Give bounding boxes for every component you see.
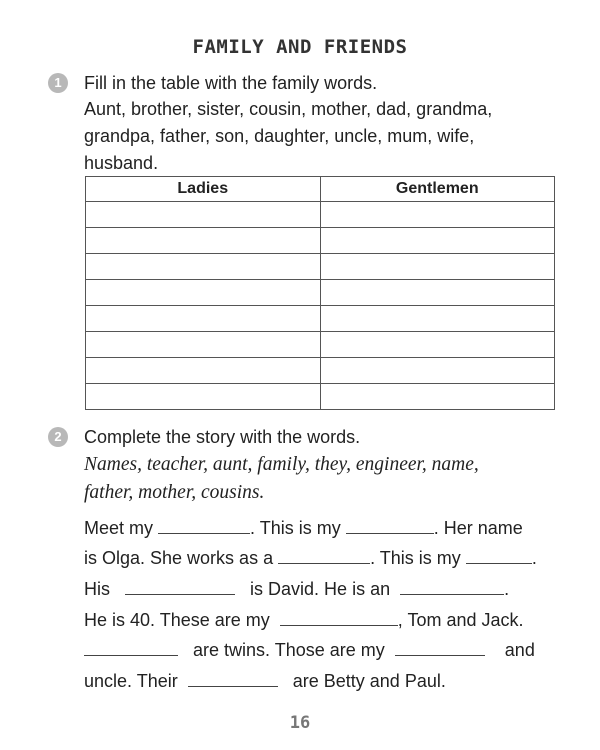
story-line-2 bbox=[84, 545, 537, 569]
answer-blank[interactable] bbox=[346, 515, 434, 534]
column-header-ladies: Ladies bbox=[86, 177, 321, 202]
story-text: is Olga. She works as a bbox=[84, 548, 274, 568]
story-line-3 bbox=[84, 576, 509, 600]
story-line-5 bbox=[84, 637, 535, 661]
story-text: His bbox=[84, 579, 110, 599]
family-words-table bbox=[85, 176, 555, 410]
table-cell[interactable] bbox=[86, 254, 321, 280]
table-row bbox=[86, 332, 555, 358]
table-row bbox=[86, 202, 555, 228]
table-cell[interactable] bbox=[86, 306, 321, 332]
table-cell[interactable] bbox=[320, 254, 555, 280]
exercise-2-instruction: Complete the story with the words. bbox=[84, 427, 361, 447]
answer-blank[interactable] bbox=[280, 607, 398, 626]
table-cell[interactable] bbox=[86, 384, 321, 410]
table-cell[interactable] bbox=[320, 228, 555, 254]
table-cell[interactable] bbox=[86, 332, 321, 358]
story-line-4 bbox=[84, 607, 524, 631]
answer-blank[interactable] bbox=[466, 545, 532, 564]
story-text: are Betty and Paul. bbox=[292, 671, 446, 691]
story-text: . bbox=[504, 579, 510, 599]
answer-blank[interactable] bbox=[400, 576, 504, 595]
column-header-gentlemen: Gentlemen bbox=[320, 177, 555, 202]
answer-blank[interactable] bbox=[84, 637, 178, 656]
story-text: are twins. Those are my bbox=[193, 640, 385, 660]
table-cell[interactable] bbox=[86, 280, 321, 306]
story-text: He is 40. These are my bbox=[84, 610, 270, 630]
story-text: is David. He is an bbox=[250, 579, 391, 599]
table-cell[interactable] bbox=[320, 384, 555, 410]
page-number: 16 bbox=[289, 713, 311, 733]
exercise-1-number: 1 bbox=[48, 73, 68, 93]
story-text: . This is my bbox=[250, 518, 341, 538]
exercise-1-word-list bbox=[84, 96, 492, 177]
exercise-1-instruction: Fill in the table with the family words. bbox=[84, 73, 378, 93]
table-cell[interactable] bbox=[320, 306, 555, 332]
table-row bbox=[86, 254, 555, 280]
table-row bbox=[86, 280, 555, 306]
table-cell[interactable] bbox=[86, 202, 321, 228]
word-list-line: grandpa, father, son, daughter, uncle, mum, wife, bbox=[84, 126, 475, 146]
table-row bbox=[86, 384, 555, 410]
word-list-line: father, mother, cousins. bbox=[84, 482, 265, 503]
table-row bbox=[86, 358, 555, 384]
table-row bbox=[86, 228, 555, 254]
table-row bbox=[86, 306, 555, 332]
story-text: uncle. Their bbox=[84, 671, 178, 691]
table-cell[interactable] bbox=[320, 202, 555, 228]
story-text: . Her name bbox=[433, 518, 523, 538]
exercise-2-number: 2 bbox=[48, 427, 68, 447]
answer-blank[interactable] bbox=[125, 576, 235, 595]
table-cell[interactable] bbox=[86, 358, 321, 384]
answer-blank[interactable] bbox=[158, 515, 250, 534]
story-line-6 bbox=[84, 668, 446, 692]
table-cell[interactable] bbox=[320, 280, 555, 306]
exercise-2-word-list bbox=[84, 451, 479, 507]
table-cell[interactable] bbox=[320, 358, 555, 384]
word-list-line: Names, teacher, aunt, family, they, engineer, name, bbox=[84, 454, 479, 475]
answer-blank[interactable] bbox=[278, 545, 370, 564]
word-list-line: husband. bbox=[84, 153, 159, 173]
story-text: Meet my bbox=[84, 518, 154, 538]
story-line-1 bbox=[84, 515, 523, 539]
page-heading: FAMILY AND FRIENDS bbox=[192, 36, 408, 58]
story-text: , Tom and Jack. bbox=[397, 610, 524, 630]
story-text: and bbox=[504, 640, 535, 660]
answer-blank[interactable] bbox=[188, 668, 278, 687]
word-list-line: Aunt, brother, sister, cousin, mother, dad, grandma, bbox=[84, 99, 493, 119]
table-cell[interactable] bbox=[86, 228, 321, 254]
story-text: . This is my bbox=[370, 548, 461, 568]
table-header-row bbox=[86, 177, 555, 202]
story-text: . bbox=[531, 548, 537, 568]
table-cell[interactable] bbox=[320, 332, 555, 358]
answer-blank[interactable] bbox=[395, 637, 485, 656]
